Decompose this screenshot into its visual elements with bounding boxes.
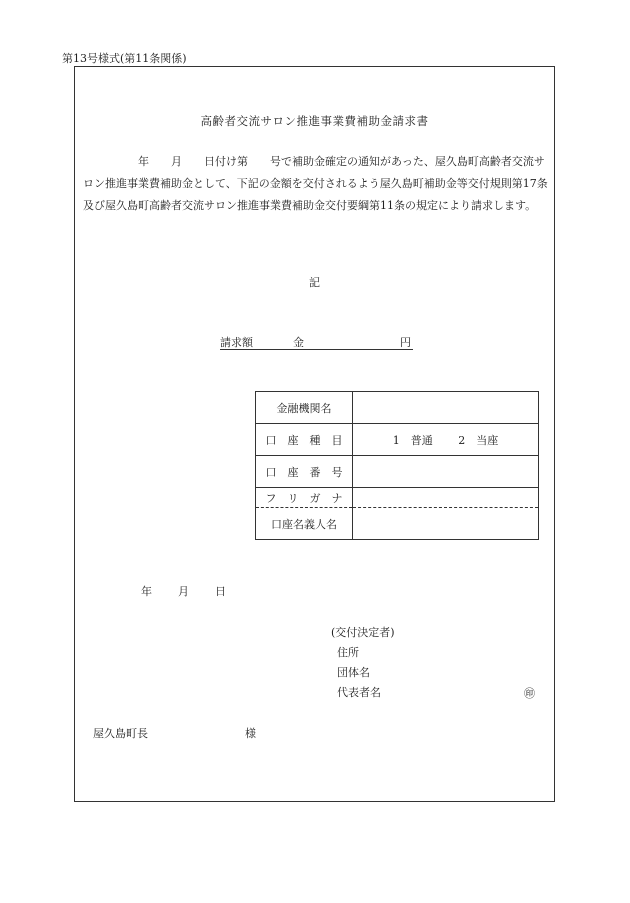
document-frame (74, 66, 555, 802)
date-month: 月 (178, 585, 189, 598)
furigana-value[interactable] (353, 488, 539, 508)
form-number-label: 第13号様式(第11条関係) (62, 52, 187, 65)
amount-yen: 円 (400, 336, 411, 349)
account-number-label: 口 座 番 号 (256, 456, 353, 488)
applicant-heading: (交付決定者) (331, 626, 395, 639)
date-year: 年 (141, 585, 152, 598)
amount-kin: 金 (293, 336, 304, 349)
request-amount-label: 請求額 (220, 336, 253, 349)
account-type-row (256, 424, 539, 456)
institution-value[interactable] (353, 392, 539, 424)
account-holder-label: 口座名義人名 (256, 508, 353, 540)
seal-mark: ㊞ (524, 687, 535, 700)
account-holder-value[interactable] (353, 508, 539, 540)
ki-heading: 記 (309, 276, 320, 289)
account-type-label: 口 座 種 目 (256, 424, 353, 456)
bank-account-table (255, 391, 539, 540)
account-number-row (256, 456, 539, 488)
institution-row (256, 392, 539, 424)
applicant-representative-label: 代表者名 (337, 686, 381, 699)
mayor-label: 屋久島町長 (93, 727, 148, 740)
account-number-value[interactable] (353, 456, 539, 488)
date-day: 日 (215, 585, 226, 598)
request-amount-line (220, 334, 413, 350)
document-title: 高齢者交流サロン推進事業費補助金請求書 (200, 114, 429, 128)
institution-label: 金融機関名 (256, 392, 353, 424)
applicant-block (331, 623, 395, 703)
mayor-sama: 様 (245, 727, 256, 740)
furigana-row (256, 488, 539, 508)
applicant-address-label: 住所 (337, 646, 359, 659)
furigana-label: フ リ ガ ナ (256, 488, 353, 508)
request-body-text: 年 月 日付け第 号で補助金確定の通知があった、屋久島町高齢者交流サロン推進事業費補助金として、下記の金額を交付されるよう屋久島町補助金等交付規則第17条及び屋久島町高齢者交流サロン推進事業費補助金交付要綱第11条の規定により請求します。 (83, 155, 548, 212)
applicant-group-label: 団体名 (337, 666, 370, 679)
account-holder-row (256, 508, 539, 540)
account-type-value[interactable]: 1 普通 2 当座 (353, 424, 539, 456)
